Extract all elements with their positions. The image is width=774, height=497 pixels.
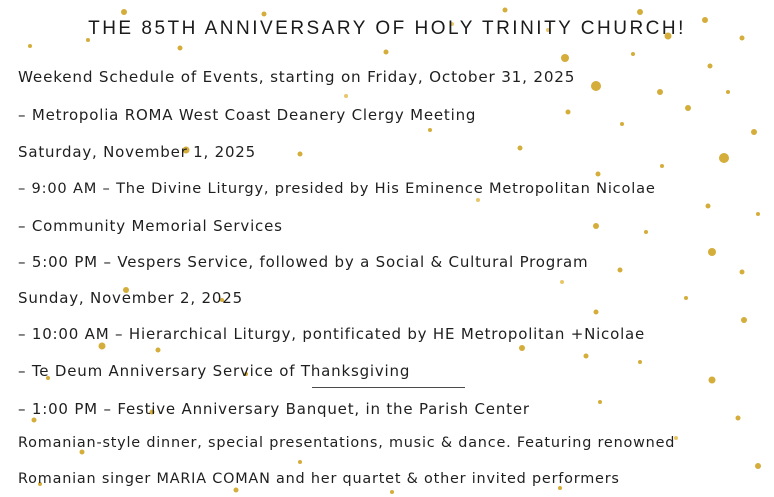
- saturday-heading: Saturday, November 1, 2025: [18, 143, 256, 161]
- event-vespers-service: – 5:00 PM – Vespers Service, followed by a Social & Cultural Program: [18, 253, 589, 271]
- event-te-deum-service: – Te Deum Anniversary Service of Thanksgiving: [18, 362, 411, 380]
- event-anniversary-banquet: – 1:00 PM – Festive Anniversary Banquet, in the Parish Center: [18, 400, 530, 418]
- weekend-schedule-intro: Weekend Schedule of Events, starting on Friday, October 31, 2025: [18, 68, 576, 86]
- event-divine-liturgy: – 9:00 AM – The Divine Liturgy, presided by His Eminence Metropolitan Nicolae: [18, 180, 656, 197]
- underline-divider: [312, 387, 465, 388]
- banquet-details-line: Romanian-style dinner, special presentations, music & dance. Featuring renowned: [18, 435, 676, 451]
- event-hierarchical-liturgy: – 10:00 AM – Hierarchical Liturgy, pontificated by HE Metropolitan +Nicolae: [18, 325, 646, 343]
- event-clergy-meeting: – Metropolia ROMA West Coast Deanery Clergy Meeting: [18, 106, 477, 124]
- flyer-title: THE 85TH ANNIVERSARY OF HOLY TRINITY CHURCH!: [88, 18, 686, 39]
- banquet-details-line: Romanian singer MARIA COMAN and her quartet & other invited performers: [18, 471, 620, 487]
- event-memorial-services: – Community Memorial Services: [18, 217, 283, 235]
- sunday-heading: Sunday, November 2, 2025: [18, 289, 243, 307]
